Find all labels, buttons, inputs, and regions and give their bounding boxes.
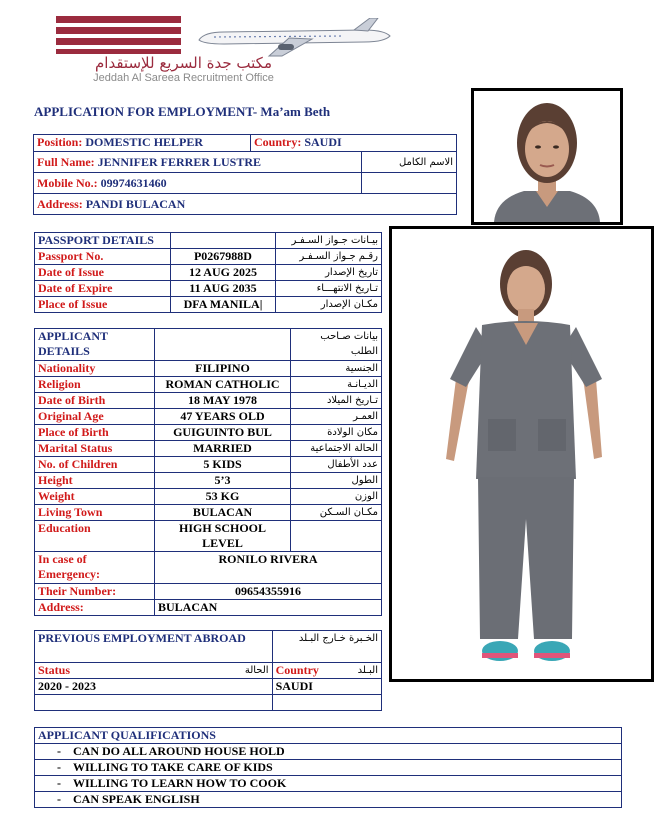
education-value: HIGH SCHOOL LEVEL <box>155 521 291 552</box>
passport-no-arabic: رقـم جـواز السـفـر <box>276 249 382 265</box>
personal-info-table <box>33 134 457 215</box>
education-label: Education <box>35 521 155 552</box>
town-arabic: مكـان السـكن <box>291 505 382 521</box>
number-value: 09654355916 <box>155 584 382 600</box>
passport-table <box>34 232 382 313</box>
qualification-item: - WILLING TO TAKE CARE OF KIDS <box>35 760 622 776</box>
height-label: Height <box>35 473 155 489</box>
mobile-value: 09974631460 <box>100 176 167 190</box>
mobile-label: Mobile No.: <box>37 176 98 190</box>
issue-place-label: Place of Issue <box>35 297 171 313</box>
applicant-heading: APPLICANT DETAILS <box>35 329 155 361</box>
passport-heading-arabic: بيـانات جـواز السـفـر <box>276 233 382 249</box>
children-value: 5 KIDS <box>155 457 291 473</box>
pob-arabic: مكان الولادة <box>291 425 382 441</box>
weight-arabic: الوزن <box>291 489 382 505</box>
position-label: Position: <box>37 135 83 149</box>
address-label: Address: <box>37 197 83 211</box>
airplane-icon <box>194 18 394 58</box>
issue-date-arabic: تاريخ الإصدار <box>276 265 382 281</box>
country-label: Country: <box>254 135 302 149</box>
nationality-label: Nationality <box>35 361 155 377</box>
age-value: 47 YEARS OLD <box>155 409 291 425</box>
marital-arabic: الحالة الاجتماعية <box>291 441 382 457</box>
qualifications-table <box>34 727 622 808</box>
issue-place-value: DFA MANILA| <box>170 297 275 313</box>
children-label: No. of Children <box>35 457 155 473</box>
previous-heading-arabic: الخـبرة خـارج البـلد <box>272 631 381 663</box>
issue-date-label: Date of Issue <box>35 265 171 281</box>
status-arabic: الحالة <box>168 663 273 679</box>
fullname-label: Full Name: <box>37 155 95 169</box>
headshot-photo <box>471 88 623 225</box>
status-label: Status <box>35 663 168 679</box>
qualification-item: - CAN DO ALL AROUND HOUSE HOLD <box>35 744 622 760</box>
applicant-heading-arabic: بيانات صـاحب الطلب <box>291 329 382 361</box>
logo-stripes <box>56 16 181 54</box>
fullname-arabic: الاسم الكامل <box>362 152 457 173</box>
weight-value: 53 KG <box>155 489 291 505</box>
prev-country-arabic: البـلد <box>343 663 381 679</box>
passport-heading: PASSPORT DETAILS <box>35 233 171 249</box>
previous-employment-table <box>34 630 382 711</box>
emergency-address-label: Address: <box>35 600 155 616</box>
pob-value: GUIGUINTO BUL <box>155 425 291 441</box>
qualification-item: - CAN SPEAK ENGLISH <box>35 792 622 808</box>
applicant-details-table <box>34 328 382 616</box>
height-value: 5’3 <box>155 473 291 489</box>
dob-arabic: تـاريخ الميلاد <box>291 393 382 409</box>
marital-label: Marital Status <box>35 441 155 457</box>
prev-country-value: SAUDI <box>272 679 381 695</box>
position-value: DOMESTIC HELPER <box>85 135 204 149</box>
page-title: APPLICATION FOR EMPLOYMENT- Ma’am Beth <box>34 104 331 119</box>
passport-no-value: P0267988D <box>170 249 275 265</box>
religion-value: ROMAN CATHOLIC <box>155 377 291 393</box>
qualifications-heading: APPLICANT QUALIFICATIONS <box>35 728 622 744</box>
town-label: Living Town <box>35 505 155 521</box>
fullname-value: JENNIFER FERRER LUSTRE <box>97 155 262 169</box>
passport-no-label: Passport No. <box>35 249 171 265</box>
logo-arabic-name: مكتب جدة السريع للإستقدام <box>95 54 272 72</box>
issue-place-arabic: مكـان الإصدار <box>276 297 382 313</box>
expire-date-arabic: تـاريخ الانتهـــاء <box>276 281 382 297</box>
town-value: BULACAN <box>155 505 291 521</box>
issue-date-value: 12 AUG 2025 <box>170 265 275 281</box>
weight-label: Weight <box>35 489 155 505</box>
logo-english-name: Jeddah Al Sareea Recruitment Office <box>93 72 274 84</box>
company-logo <box>56 14 401 86</box>
nationality-arabic: الجنسية <box>291 361 382 377</box>
height-arabic: الطول <box>291 473 382 489</box>
full-body-photo <box>389 226 654 682</box>
dob-value: 18 MAY 1978 <box>155 393 291 409</box>
country-value: SAUDI <box>304 135 342 149</box>
emergency-label: In case of Emergency: <box>35 552 155 584</box>
age-arabic: العمـر <box>291 409 382 425</box>
pob-label: Place of Birth <box>35 425 155 441</box>
expire-date-label: Date of Expire <box>35 281 171 297</box>
prev-status-value: 2020 - 2023 <box>35 679 273 695</box>
nationality-value: FILIPINO <box>155 361 291 377</box>
prev-country-label: Country <box>272 663 343 679</box>
dob-label: Date of Birth <box>35 393 155 409</box>
religion-label: Religion <box>35 377 155 393</box>
expire-date-value: 11 AUG 2035 <box>170 281 275 297</box>
address-value: PANDI BULACAN <box>85 197 186 211</box>
age-label: Original Age <box>35 409 155 425</box>
emergency-value: RONILO RIVERA <box>155 552 382 584</box>
religion-arabic: الديـانـة <box>291 377 382 393</box>
marital-value: MARRIED <box>155 441 291 457</box>
qualification-item: - WILLING TO LEARN HOW TO COOK <box>35 776 622 792</box>
children-arabic: عدد الأطفال <box>291 457 382 473</box>
number-label: Their Number: <box>35 584 155 600</box>
emergency-address-value: BULACAN <box>155 600 382 616</box>
previous-heading: PREVIOUS EMPLOYMENT ABROAD <box>35 631 273 663</box>
